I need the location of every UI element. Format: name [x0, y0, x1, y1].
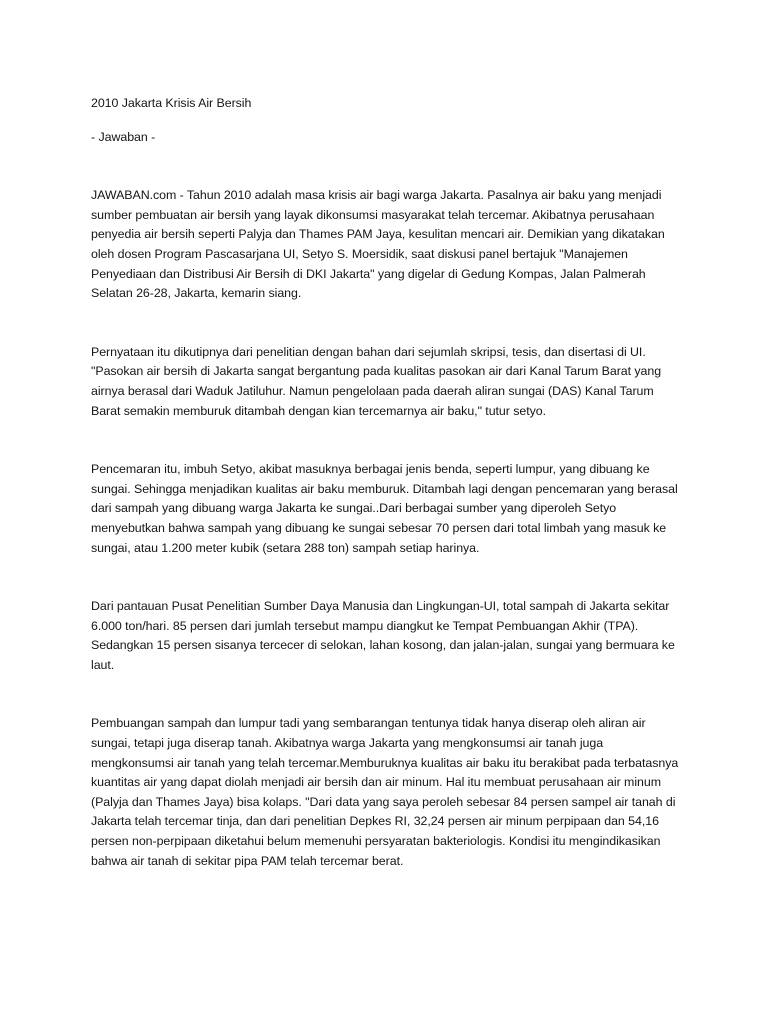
paragraph-4: Dari pantauan Pusat Penelitian Sumber Daya Manusia dan Lingkungan-UI, total sampah di Jakarta sekitar 6.000 ton/hari. 85 persen dari jumlah tersebut mampu diangkut ke Tempat Pembuangan Akhir (TPA). Sedangkan 15 persen sisanya tercecer di selokan, lahan kosong, dan jalan-jalan, sungai yang bermuara ke laut. [91, 599, 675, 672]
document-title: 2010 Jakarta Krisis Air Bersih [91, 96, 252, 110]
paragraph-5: Pembuangan sampah dan lumpur tadi yang sembarangan tentunya tidak hanya diserap oleh aliran air sungai, tetapi juga diserap tanah. Akibatnya warga Jakarta yang mengkonsumsi air tanah juga mengkonsumsi air tanah yang telah tercemar.Memburuknya kualitas air baku itu berakibat pada terbatasnya kuantitas air yang dapat diolah menjadi air bersih dan air minum. Hal itu membuat perusahaan air minum (Palyja dan Thames Jaya) bisa kolaps. "Dari data yang saya peroleh sebesar 84 persen sampel air tanah di Jakarta telah tercemar tinja, dan dari penelitian Depkes RI, 32,24 persen air minum perpipaan dan 54,16 persen non-perpipaan diketahui belum memenuhi persyaratan bakteriologis. Kondisi itu mengindikasikan bahwa air tanah di sekitar pipa PAM telah tercemar berat. [91, 716, 679, 868]
paragraph-3: Pencemaran itu, imbuh Setyo, akibat masuknya berbagai jenis benda, seperti lumpur, yang dibuang ke sungai. Sehingga menjadikan kualitas air baku memburuk. Ditambah lagi dengan pencemaran yang berasal dari sampah yang dibuang warga Jakarta ke sungai..Dari berbagai sumber yang diperoleh Setyo menyebutkan bahwa sampah yang dibuang ke sungai sebesar 70 persen dari total limbah yang masuk ke sungai, atau 1.200 meter kubik (setara 288 ton) sampah setiap harinya. [91, 462, 678, 555]
document-byline: - Jawaban - [91, 129, 156, 144]
paragraph-2: Pernyataan itu dikutipnya dari penelitian dengan bahan dari sejumlah skripsi, tesis, dan disertasi di UI. "Pasokan air bersih di Jakarta sangat bergantung pada kualitas pasokan air dari Kanal Tarum Barat yang airnya berasal dari Waduk Jatiluhur. Namun pengelolaan pada daerah aliran sungai (DAS) Kanal Tarum Barat semakin memburuk ditambah dengan kian tercemarnya air baku," tutur setyo. [91, 344, 662, 418]
paragraph-1: JAWABAN.com - Tahun 2010 adalah masa krisis air bagi warga Jakarta. Pasalnya air baku yang menjadi sumber pembuatan air bersih yang layak dikonsumsi masyarakat telah tercemar. Akibatnya perusahaan penyedia air bersih seperti Palyja dan Thames PAM Jaya, kesulitan mencari air. Demikian yang dikatakan oleh dosen Program Pascasarjana UI, Setyo S. Moersidik, saat diskusi panel bertajuk "Manajemen Penyediaan dan Distribusi Air Bersih di DKI Jakarta" yang digelar di Gedung Kompas, Jalan Palmerah Selatan 26-28, Jakarta, kemarin siang. [91, 188, 665, 301]
